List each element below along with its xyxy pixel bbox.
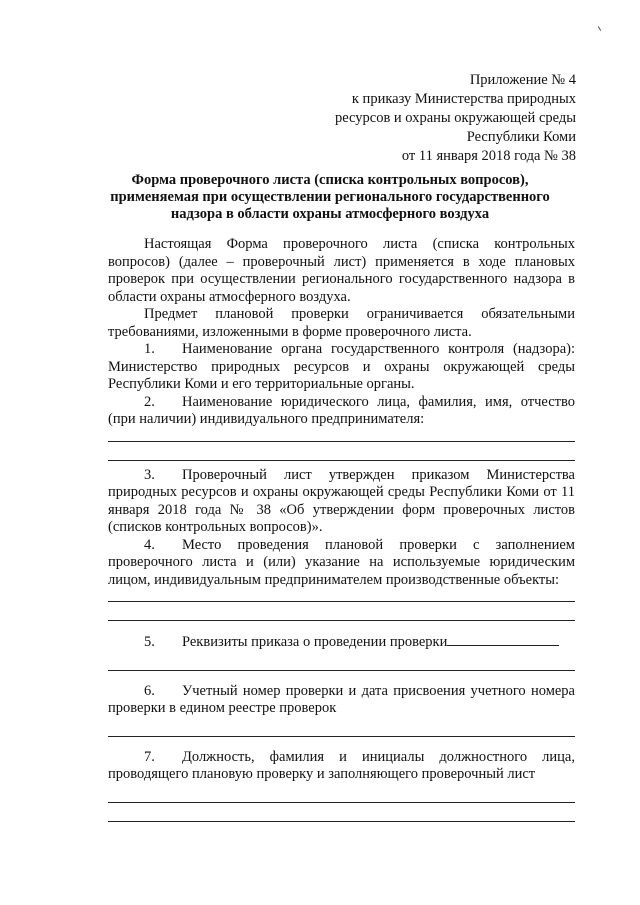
item-text: Учетный номер проверки и дата присвоения учетного номера проверки в едином реестре проверок	[108, 682, 575, 716]
item-3	[108, 467, 575, 537]
item-7	[108, 749, 575, 784]
appendix-order-line: к приказу Министерства природных	[351, 91, 576, 107]
item-number: 1.	[144, 341, 155, 357]
item-number: 7.	[144, 748, 155, 765]
appendix-date-line: от 11 января 2018 года № 38	[401, 148, 576, 164]
item-number: 4.	[144, 536, 155, 553]
item-number: 5.	[144, 634, 155, 650]
item-4	[108, 537, 575, 590]
item-number: 6.	[144, 682, 155, 699]
appendix-ministry-line: ресурсов и охраны окружающей среды	[334, 110, 576, 126]
item-5	[108, 633, 575, 652]
intro-paragraph: Настоящая Форма проверочного листа (списка контрольных вопросов) (далее – проверочный лист) применяется в ходе плановых проверок при осуществлении регионального государственного надзора в области охраны атмосферного воздуха.	[108, 236, 575, 305]
item-number: 3.	[144, 466, 155, 483]
appendix-number: Приложение № 4	[469, 72, 576, 88]
item-text: Место проведения плановой проверки с заполнением проверочного листа и (или) указание на используемые юридическим лицом, индивидуальным предпринимателем производственные объекты:	[108, 536, 575, 588]
item-text: Наименование юридического лица, фамилия, имя, отчество (при наличии) индивидуального предпринимателя:	[108, 393, 575, 427]
item-text: Наименование органа государственного контроля (надзора): Министерство природных ресурсов и охраны окружающей среды Республики Коми и его территориальные органы.	[108, 341, 575, 392]
fill-line[interactable]	[108, 821, 575, 822]
title-line-3: надзора в области охраны атмосферного воздуха	[170, 206, 490, 222]
document-body	[108, 236, 575, 822]
item-text: Реквизиты приказа о проведении проверки	[182, 634, 448, 650]
document-title	[100, 172, 560, 223]
title-line-1: Форма проверочного листа (списка контрольных вопросов),	[131, 172, 529, 188]
item-1	[108, 341, 575, 394]
subject-paragraph: Предмет плановой проверки ограничивается обязательными требованиями, изложенными в форме проверочного листа.	[108, 306, 575, 340]
item-2	[108, 394, 575, 429]
title-line-2: применяемая при осуществлении регионального государственного	[110, 189, 550, 205]
item-6	[108, 683, 575, 718]
appendix-republic-line: Республики Коми	[466, 129, 576, 145]
item-text: Проверочный лист утвержден приказом Министерства природных ресурсов и охраны окружающей среды Республики Коми от 11 января 2018 года № 38 «Об утверждении форм проверочных листов (списков контрольных вопросов)».	[108, 466, 575, 535]
appendix-header	[335, 71, 576, 166]
item-number: 2.	[144, 393, 155, 410]
fill-line[interactable]	[447, 633, 559, 646]
item-text: Должность, фамилия и инициалы должностного лица, проводящего плановую проверку и заполняющего проверочный лист	[108, 748, 575, 782]
scan-mark	[598, 26, 601, 31]
